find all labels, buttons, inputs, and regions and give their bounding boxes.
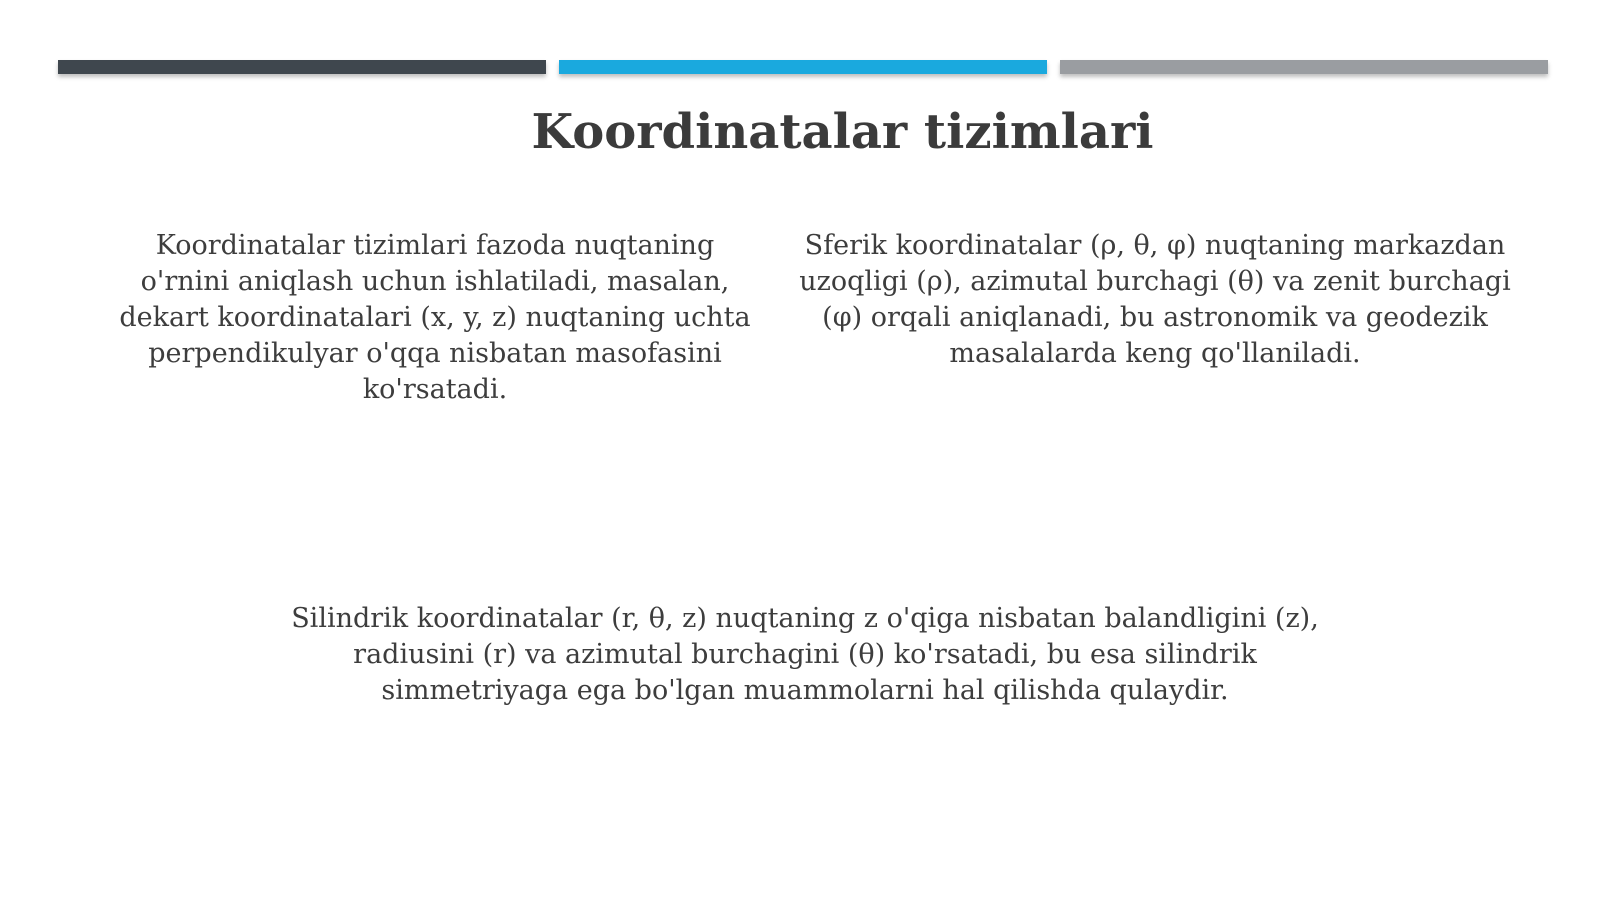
header-bar-gray (1060, 60, 1548, 74)
paragraph-cartesian: Koordinatalar tizimlari fazoda nuqtaning o'rnini aniqlash uchun ishlatiladi, masalan, dekart koordinatalari (x, y, z) nuqtaning uchta perpendikulyar o'qqa nisbatan masofasini ko'rsatadi. (119, 230, 751, 405)
paragraph-cylindrical: Silindrik koordinatalar (r, θ, z) nuqtaning z o'qiga nisbatan balandligini (z), radiusini (r) va azimutal burchagini (θ) ko'rsatadi, bu esa silindrik simmetriyaga ega bo'lgan muammolarni hal qilishda qulaydir. (291, 603, 1319, 706)
header-bar-blue (559, 60, 1047, 74)
paragraph-spherical: Sferik koordinatalar (ρ, θ, φ) nuqtaning markazdan uzoqligi (ρ), azimutal burchagi (θ) va zenit burchagi (φ) orqali aniqlanadi, bu astronomik va geodezik masalalarda keng qo'llaniladi. (799, 230, 1511, 369)
slide-title: Koordinatalar tizimlari (531, 104, 1154, 160)
header-bar-dark (58, 60, 546, 74)
